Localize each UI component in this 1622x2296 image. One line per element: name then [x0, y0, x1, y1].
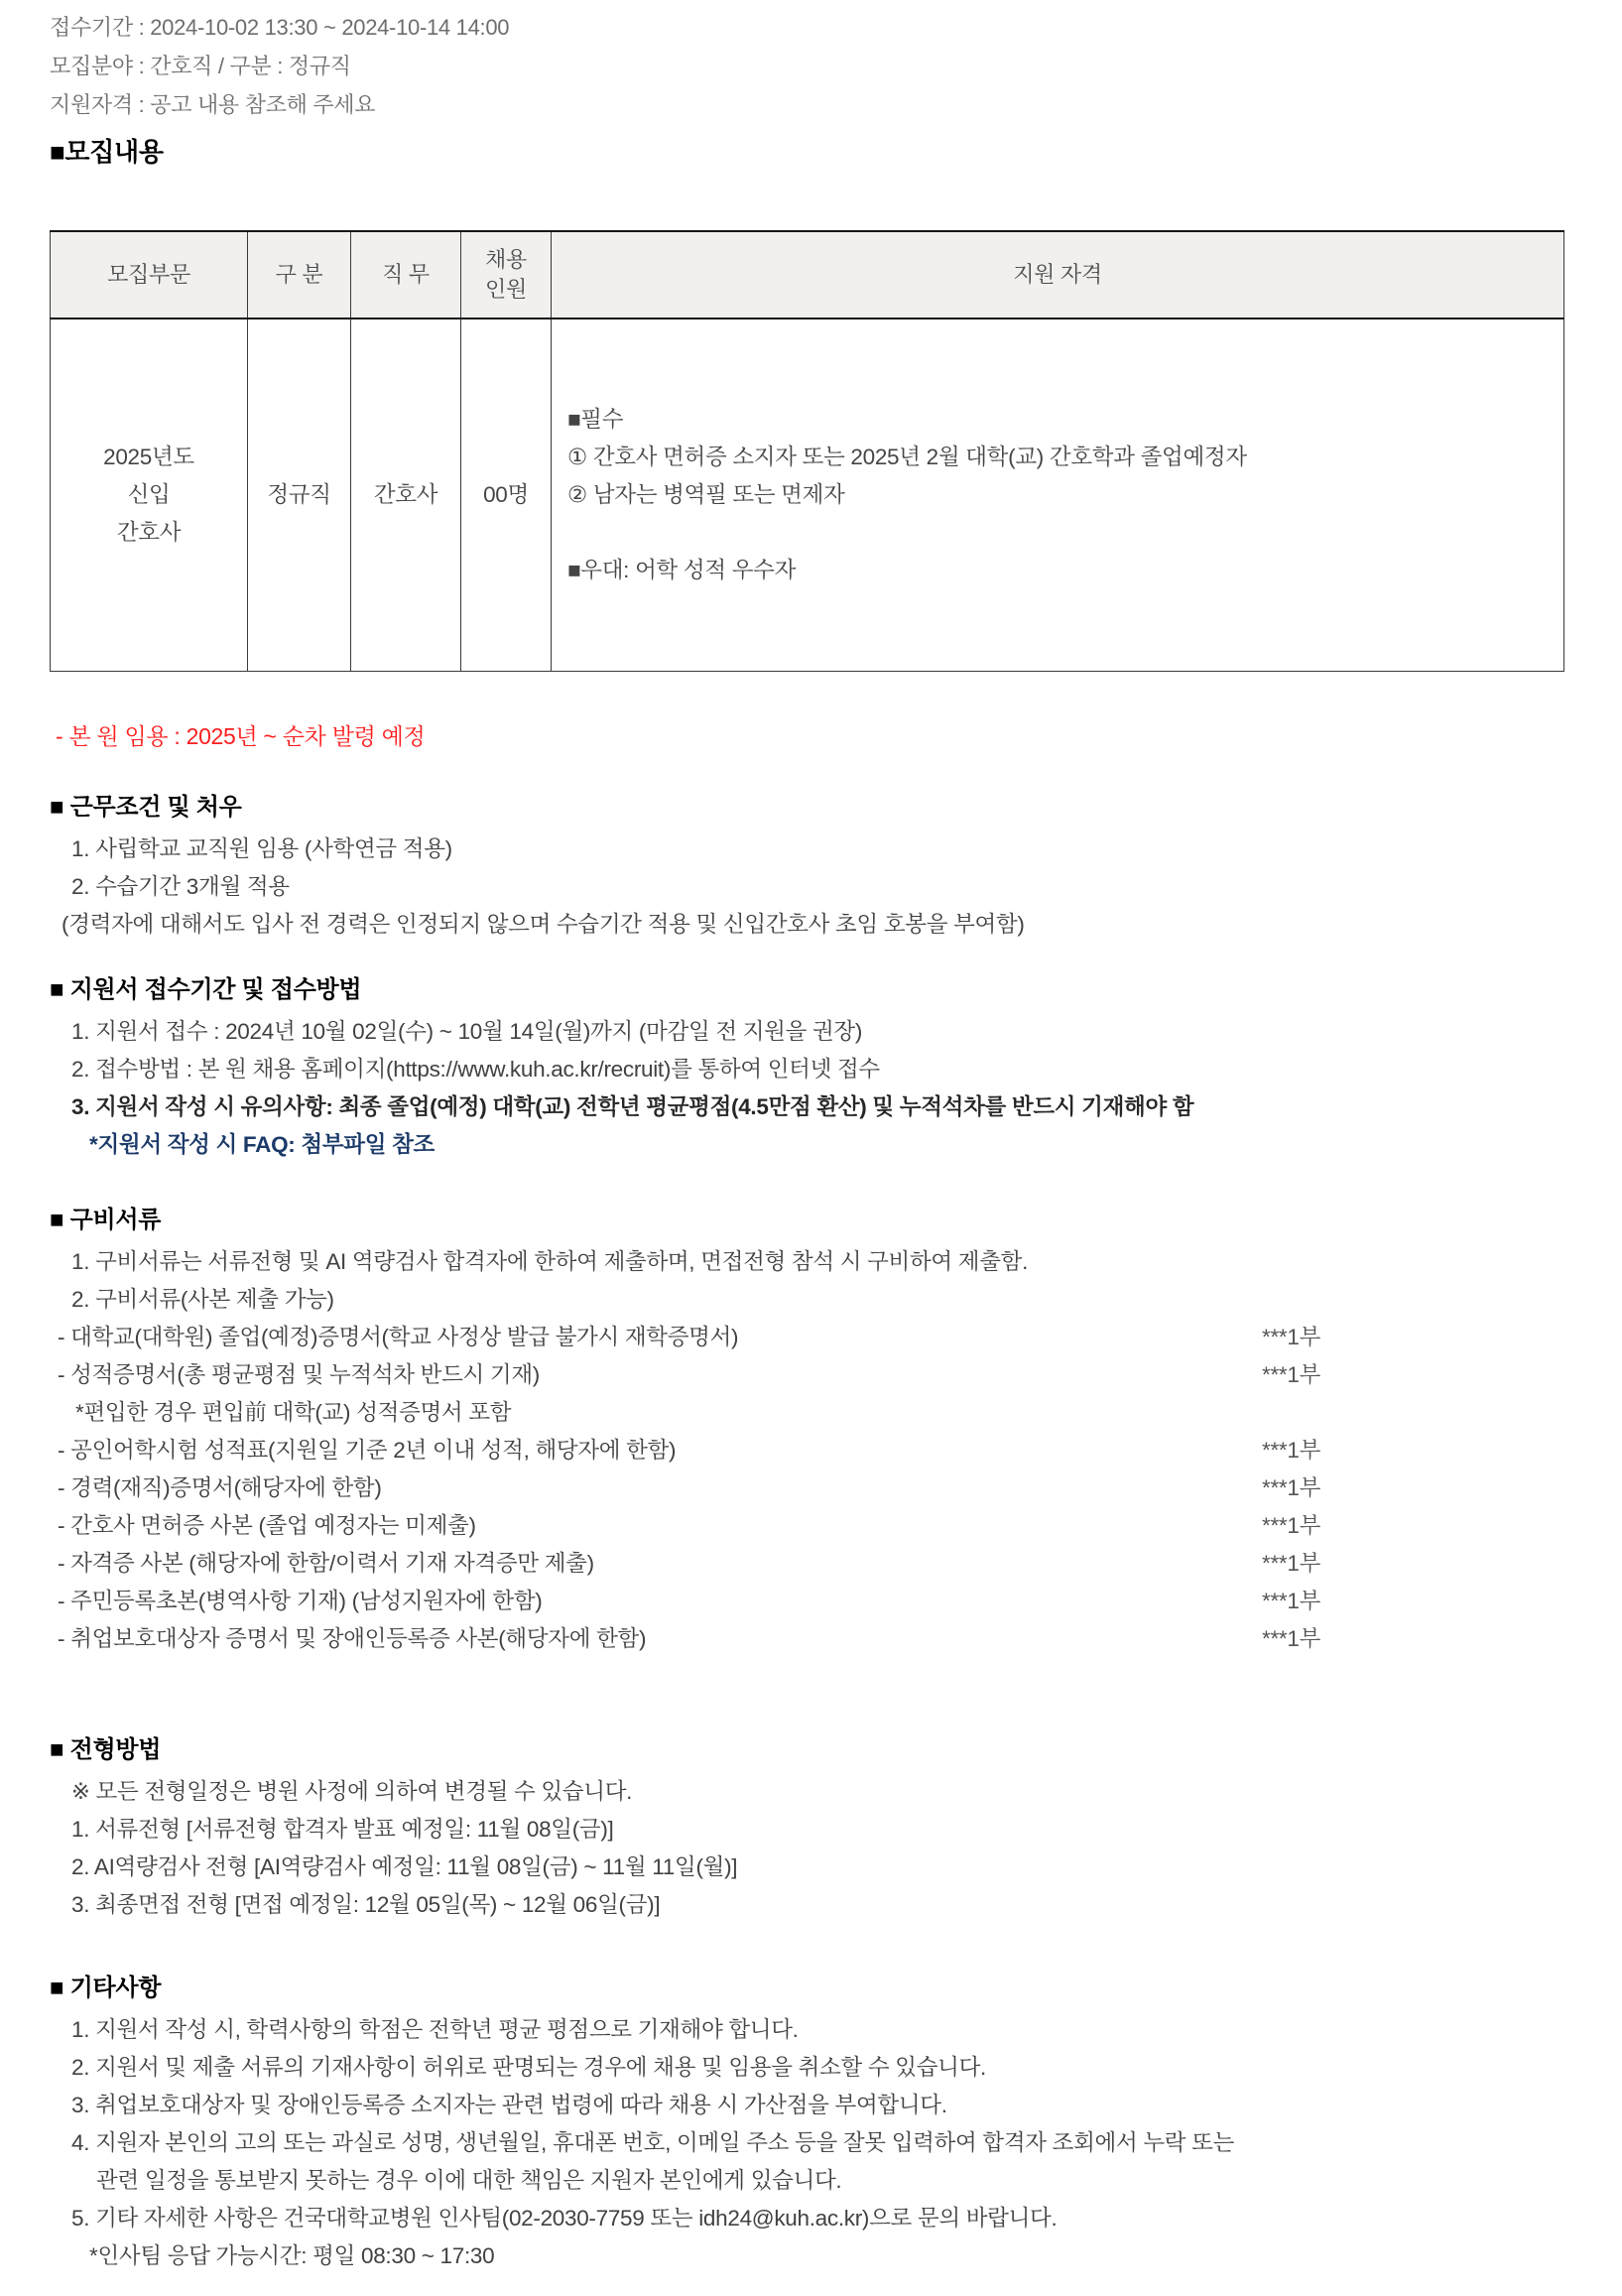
etc-item-1: 1. 지원서 작성 시, 학력사항의 학점은 전학년 평균 평점으로 기재해야 합니다. — [71, 2017, 799, 2042]
etc-item-4-continued: 관련 일정을 통보받지 못하는 경우 이에 대한 책임은 지원자 본인에게 있습니다. — [96, 2168, 842, 2193]
doc-list-item — [58, 1507, 1562, 1545]
section-heading-selection-process: ■ 전형방법 — [50, 1736, 162, 1763]
col-header-job: 직 무 — [351, 231, 461, 319]
qualification-item-1: ① 간호사 면허증 소지자 또는 2025년 2월 대학(교) 간호학과 졸업예정자 — [567, 445, 1247, 469]
etc-item-4: 4. 지원자 본인의 고의 또는 과실로 성명, 생년월일, 휴대폰 번호, 이메일 주소 등을 잘못 입력하여 합격자 조회에서 누락 또는 — [71, 2130, 1235, 2155]
doc-copies: ***1부 — [1262, 1513, 1321, 1538]
section-heading-application-method: ■ 지원서 접수기간 및 접수방법 — [50, 976, 362, 1003]
doc-list-item — [58, 1432, 1562, 1469]
doc-list-item — [58, 1469, 1562, 1507]
section-heading-recruit-content: ■모집내용 — [50, 137, 164, 167]
col-header-category: 구 분 — [248, 231, 351, 319]
doc-copies: ***1부 — [1262, 1551, 1321, 1576]
section-heading-other-notes: ■ 기타사항 — [50, 1975, 162, 2001]
qualification-item-2: ② 남자는 병역필 또는 면제자 — [567, 482, 845, 507]
cell-part-line1: 2025년도 — [103, 445, 194, 469]
section-selection-process — [50, 1735, 1562, 1924]
eligibility-text: 지원자격 : 공고 내용 참조해 주세요 — [50, 92, 376, 117]
etc-item-5: 5. 기타 자세한 사항은 건국대학교병원 인사팀(02-2030-7759 또는 idh24@kuh.ac.kr)으로 문의 바랍니다. — [71, 2206, 1058, 2231]
selection-step-2: 2. AI역량검사 전형 [AI역량검사 예정일: 11월 08일(금) ~ 11월 11일(월)] — [71, 1854, 738, 1879]
cell-part-line2: 신입 — [127, 482, 171, 507]
doc-text: - 주민등록초본(병역사항 기재) (남성지원자에 한함) — [58, 1589, 543, 1613]
doc-text: - 공인어학시험 성적표(지원일 기준 2년 이내 성적, 해당자에 한함) — [58, 1438, 677, 1463]
doc-copies: ***1부 — [1262, 1626, 1321, 1651]
doc-list-item — [58, 1356, 1562, 1394]
selection-note: ※ 모든 전형일정은 병원 사정에 의하여 변경될 수 있습니다. — [71, 1779, 633, 1804]
cell-count: 00명 — [461, 319, 552, 672]
section-heading-required-documents: ■ 구비서류 — [50, 1207, 162, 1233]
cell-qualification — [552, 319, 1564, 672]
docs-item-2: 2. 구비서류(사본 제출 가능) — [71, 1287, 334, 1312]
doc-copies: ***1부 — [1262, 1589, 1321, 1613]
col-header-count-line1: 채용 — [485, 247, 527, 272]
selection-step-1: 1. 서류전형 [서류전형 합격자 발표 예정일: 11월 08일(금)] — [71, 1817, 614, 1842]
doc-text: - 자격증 사본 (해당자에 한함/이력서 기재 자격증만 제출) — [58, 1551, 594, 1576]
doc-list-subnote — [75, 1394, 1562, 1432]
doc-copies: ***1부 — [1262, 1325, 1321, 1349]
doc-list-item — [58, 1545, 1562, 1583]
work-item-note: (경력자에 대해서도 입사 전 경력은 인정되지 않으며 수습기간 적용 및 신입간호사 초임 호봉을 부여함) — [62, 912, 1025, 937]
apply-item-3: 3. 지원서 작성 시 유의사항: 최종 졸업(예정) 대학(교) 전학년 평균평점(4.5만점 환산) 및 누적석차를 반드시 기재해야 함 — [71, 1094, 1194, 1119]
application-period-text: 접수기간 : 2024-10-02 13:30 ~ 2024-10-14 14:00 — [50, 15, 510, 40]
doc-list-item — [58, 1620, 1562, 1658]
section-work-conditions — [50, 793, 1562, 944]
apply-faq-note: *지원서 작성 시 FAQ: 첨부파일 참조 — [89, 1132, 435, 1157]
work-item-1: 1. 사립학교 교직원 임용 (사학연금 적용) — [71, 836, 452, 861]
doc-text: - 취업보호대상자 증명서 및 장애인등록증 사본(해당자에 한함) — [58, 1626, 647, 1651]
notice-meta — [50, 14, 1562, 119]
apply-item-2: 2. 접수방법 : 본 원 채용 홈페이지(https://www.kuh.ac.kr/recruit)를 통하여 인터넷 접수 — [71, 1057, 880, 1082]
recruit-table — [50, 230, 1564, 672]
section-heading-work-conditions: ■ 근무조건 및 처우 — [50, 794, 242, 821]
col-header-part: 모집부문 — [51, 231, 248, 319]
recruit-field-text: 모집분야 : 간호직 / 구분 : 정규직 — [50, 54, 351, 78]
qualification-spacer — [567, 514, 1562, 552]
apply-item-1: 1. 지원서 접수 : 2024년 10월 02일(수) ~ 10월 14일(월)까지 (마감일 전 지원을 권장) — [71, 1019, 863, 1044]
doc-text: - 경력(재직)증명서(해당자에 한함) — [58, 1475, 382, 1500]
table-header-row — [51, 231, 1564, 319]
cell-part-line3: 간호사 — [116, 520, 182, 545]
table-row — [51, 319, 1564, 672]
cell-job: 간호사 — [351, 319, 461, 672]
doc-text: - 간호사 면허증 사본 (졸업 예정자는 미제출) — [58, 1513, 476, 1538]
doc-copies: ***1부 — [1262, 1362, 1321, 1387]
doc-text: *편입한 경우 편입前 대학(교) 성적증명서 포함 — [75, 1400, 512, 1425]
col-header-qualification: 지원 자격 — [552, 231, 1564, 319]
etc-item-3: 3. 취업보호대상자 및 장애인등록증 소지자는 관련 법령에 따라 채용 시 가산점을 부여합니다. — [71, 2093, 947, 2117]
section-application-method — [50, 975, 1562, 1164]
doc-copies: ***1부 — [1262, 1475, 1321, 1500]
cell-recruit-part — [51, 319, 248, 672]
col-header-count-line2: 인원 — [485, 277, 527, 302]
etc-item-2: 2. 지원서 및 제출 서류의 기재사항이 허위로 판명되는 경우에 채용 및 임용을 취소할 수 있습니다. — [71, 2055, 986, 2080]
cell-category: 정규직 — [248, 319, 351, 672]
appointment-schedule-note: - 본 원 임용 : 2025년 ~ 순차 발령 예정 — [56, 723, 426, 749]
col-header-count — [461, 231, 552, 319]
doc-text: - 대학교(대학원) 졸업(예정)증명서(학교 사정상 발급 불가시 재학증명서) — [58, 1325, 739, 1349]
selection-step-3: 3. 최종면접 전형 [면접 예정일: 12월 05일(목) ~ 12월 06일(금)] — [71, 1892, 661, 1917]
work-item-2: 2. 수습기간 3개월 적용 — [71, 874, 290, 899]
section-other-notes — [50, 1974, 1562, 2275]
section-required-documents — [50, 1206, 1562, 1658]
docs-item-1: 1. 구비서류는 서류전형 및 AI 역량검사 합격자에 한하여 제출하며, 면접전형 참석 시 구비하여 제출함. — [71, 1249, 1029, 1274]
doc-list-item — [58, 1583, 1562, 1620]
doc-list-item — [58, 1319, 1562, 1356]
qualification-required-label: ■필수 — [567, 407, 624, 432]
qualification-preferred: ■우대: 어학 성적 우수자 — [567, 558, 797, 582]
etc-hr-team-hours: *인사팀 응답 가능시간: 평일 08:30 ~ 17:30 — [89, 2243, 495, 2268]
doc-text: - 성적증명서(총 평균평점 및 누적석차 반드시 기재) — [58, 1362, 540, 1387]
doc-copies: ***1부 — [1262, 1438, 1321, 1463]
